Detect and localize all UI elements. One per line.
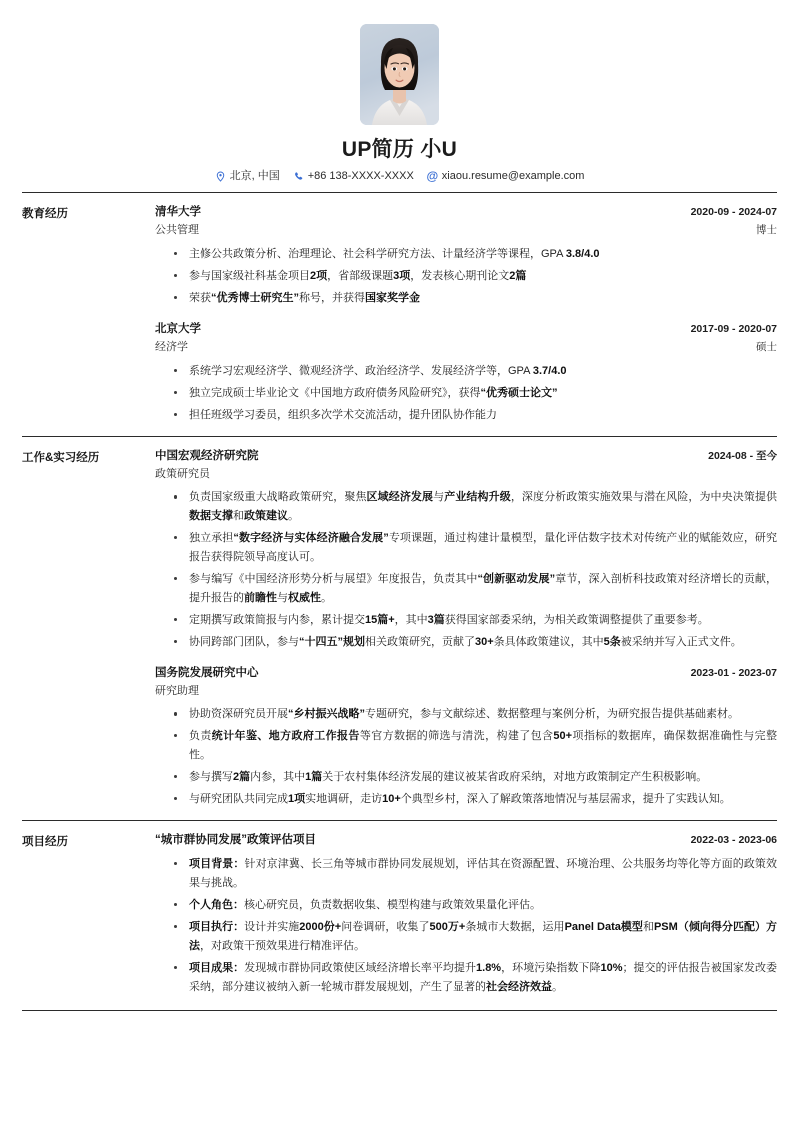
entry-date-range: 2020-09 - 2024-07 xyxy=(690,206,777,219)
bullet-item: 项目背景：针对京津冀、长三角等城市群协同发展规划，评估其在资源配置、环境治理、公共服务均等化等方面的政策效果与挑战。 xyxy=(155,855,777,893)
entry-degree: 博士 xyxy=(756,224,777,237)
bullet-item: 系统学习宏观经济学、微观经济学、政治经济学、发展经济学等，GPA 3.7/4.0 xyxy=(155,362,777,381)
bullet-item: 荣获“优秀博士研究生”称号，并获得国家奖学金 xyxy=(155,289,777,308)
email-at-icon: @ xyxy=(426,169,439,184)
bullet-item: 项目执行：设计并实施2000份+问卷调研，收集了500万+条城市大数据，运用Panel Data模型和PSM（倾向得分匹配）方法，对政策干预效果进行精准评估。 xyxy=(155,918,777,956)
bullet-item: 负责国家级重大战略政策研究，聚焦区域经济发展与产业结构升级，深度分析政策实施效果与潜在风险，为中央决策提供数据支撑和政策建议。 xyxy=(155,488,777,526)
bullet-item: 个人角色：核心研究员，负责数据收集、模型构建与政策效果量化评估。 xyxy=(155,896,777,915)
bullet-item: 协同跨部门团队，参与“十四五”规划相关政策研究，贡献了30+条具体政策建议，其中5条被采纳并写入正式文件。 xyxy=(155,633,777,652)
section-title: 教育经历 xyxy=(22,208,68,221)
entry-bullet-list xyxy=(155,362,777,425)
entry-subheader xyxy=(155,466,777,483)
entry-date-range: 2017-09 - 2020-07 xyxy=(690,322,777,335)
entry-date-range: 2023-01 - 2023-07 xyxy=(690,666,777,679)
entry-subheader xyxy=(155,339,777,356)
bullet-item: 参与撰写2篇内参，其中1篇关于农村集体经济发展的建议被某省政府采纳，对地方政策制定产生积极影响。 xyxy=(155,768,777,787)
resume-entry xyxy=(155,321,777,425)
entry-organization: 国务院发展研究中心 xyxy=(155,666,259,679)
contact-email xyxy=(427,171,585,182)
entry-organization: 北京大学 xyxy=(155,322,201,335)
entry-role: 政策研究员 xyxy=(155,467,210,480)
resume-entry xyxy=(155,665,777,809)
resume-header xyxy=(22,0,777,192)
section-body xyxy=(155,448,777,811)
section-title: 项目经历 xyxy=(22,835,68,848)
contact-phone xyxy=(293,171,414,182)
contact-email-text: xiaou.resume@example.com xyxy=(441,170,585,183)
contact-phone-text: +86 138-XXXX-XXXX xyxy=(307,170,414,183)
bullet-item: 协助资深研究员开展“乡村振兴战略”专题研究，参与文献综述、数据整理与案例分析，为研究报告提供基础素材。 xyxy=(155,705,777,724)
bullet-item: 参与国家级社科基金项目2项，省部级课题3项，发表核心期刊论文2篇 xyxy=(155,267,777,286)
entry-date-range: 2022-03 - 2023-06 xyxy=(690,833,777,846)
entry-header xyxy=(155,321,777,338)
entry-role: 经济学 xyxy=(155,341,188,354)
entry-bullet-list xyxy=(155,488,777,651)
entry-degree: 硕士 xyxy=(756,341,777,354)
bullet-item: 负责统计年鉴、地方政府工作报告等官方数据的筛选与清洗，构建了包含50+项指标的数据库，确保数据准确性与完整性。 xyxy=(155,727,777,765)
resume-section xyxy=(22,192,777,435)
bullet-item: 主修公共政策分析、治理理论、社会科学研究方法、计量经济学等课程，GPA 3.8/4.0 xyxy=(155,245,777,264)
entry-role: 公共管理 xyxy=(155,224,199,237)
entry-header xyxy=(155,832,777,849)
page-title: UP简历 小U xyxy=(341,138,458,161)
resume-entry xyxy=(155,832,777,997)
entry-organization: “城市群协同发展”政策评估项目 xyxy=(155,833,316,846)
bullet-item: 参与编写《中国经济形势分析与展望》年度报告，负责其中“创新驱动发展”章节，深入剖析科技政策对经济增长的贡献，提升报告的前瞻性与权威性。 xyxy=(155,570,777,608)
entry-role: 研究助理 xyxy=(155,684,199,697)
resume-section xyxy=(22,436,777,820)
entry-bullet-list xyxy=(155,705,777,809)
resume-section xyxy=(22,820,777,1008)
entry-date-range: 2024-08 - 至今 xyxy=(708,449,777,462)
entry-organization: 清华大学 xyxy=(155,206,201,219)
entry-organization: 中国宏观经济研究院 xyxy=(155,449,259,462)
bullet-item: 独立承担“数字经济与实体经济融合发展”专项课题，通过构建计量模型，量化评估数字技术对传统产业的赋能效应，研究报告获得院领导高度认可。 xyxy=(155,529,777,567)
section-body xyxy=(155,832,777,999)
bullet-item: 项目成果：发现城市群协同政策使区域经济增长率平均提升1.8%，环境污染指数下降10%；提交的评估报告被国家发改委采纳，部分建议被纳入新一轮城市群发展规划，产生了显著的社会经济效益。 xyxy=(155,959,777,997)
section-title: 工作&实习经历 xyxy=(22,451,100,464)
entry-bullet-list xyxy=(155,855,777,996)
footer-divider xyxy=(22,1010,777,1011)
contact-location-text: 北京, 中国 xyxy=(229,170,280,183)
entry-subheader xyxy=(155,683,777,700)
avatar xyxy=(360,24,439,125)
resume-entry xyxy=(155,204,777,308)
bullet-item: 独立完成硕士毕业论文《中国地方政府债务风险研究》，获得“优秀硕士论文” xyxy=(155,384,777,403)
entry-header xyxy=(155,448,777,465)
entry-header xyxy=(155,665,777,682)
phone-icon xyxy=(293,171,304,182)
bullet-item: 担任班级学习委员，组织多次学术交流活动，提升团队协作能力 xyxy=(155,406,777,425)
section-body xyxy=(155,204,777,426)
contact-list xyxy=(215,171,585,182)
entry-subheader xyxy=(155,222,777,239)
bullet-item: 与研究团队共同完成1项实地调研，走访10+个典型乡村，深入了解政策落地情况与基层需求，提升了实践认知。 xyxy=(155,790,777,809)
resume-entry xyxy=(155,448,777,652)
entry-header xyxy=(155,204,777,221)
resume-sections xyxy=(22,192,777,1007)
bullet-item: 定期撰写政策简报与内参，累计提交15篇+，其中3篇获得国家部委采纳，为相关政策调整提供了重要参考。 xyxy=(155,611,777,630)
contact-location xyxy=(215,171,280,182)
entry-bullet-list xyxy=(155,245,777,308)
location-pin-icon xyxy=(215,171,226,182)
